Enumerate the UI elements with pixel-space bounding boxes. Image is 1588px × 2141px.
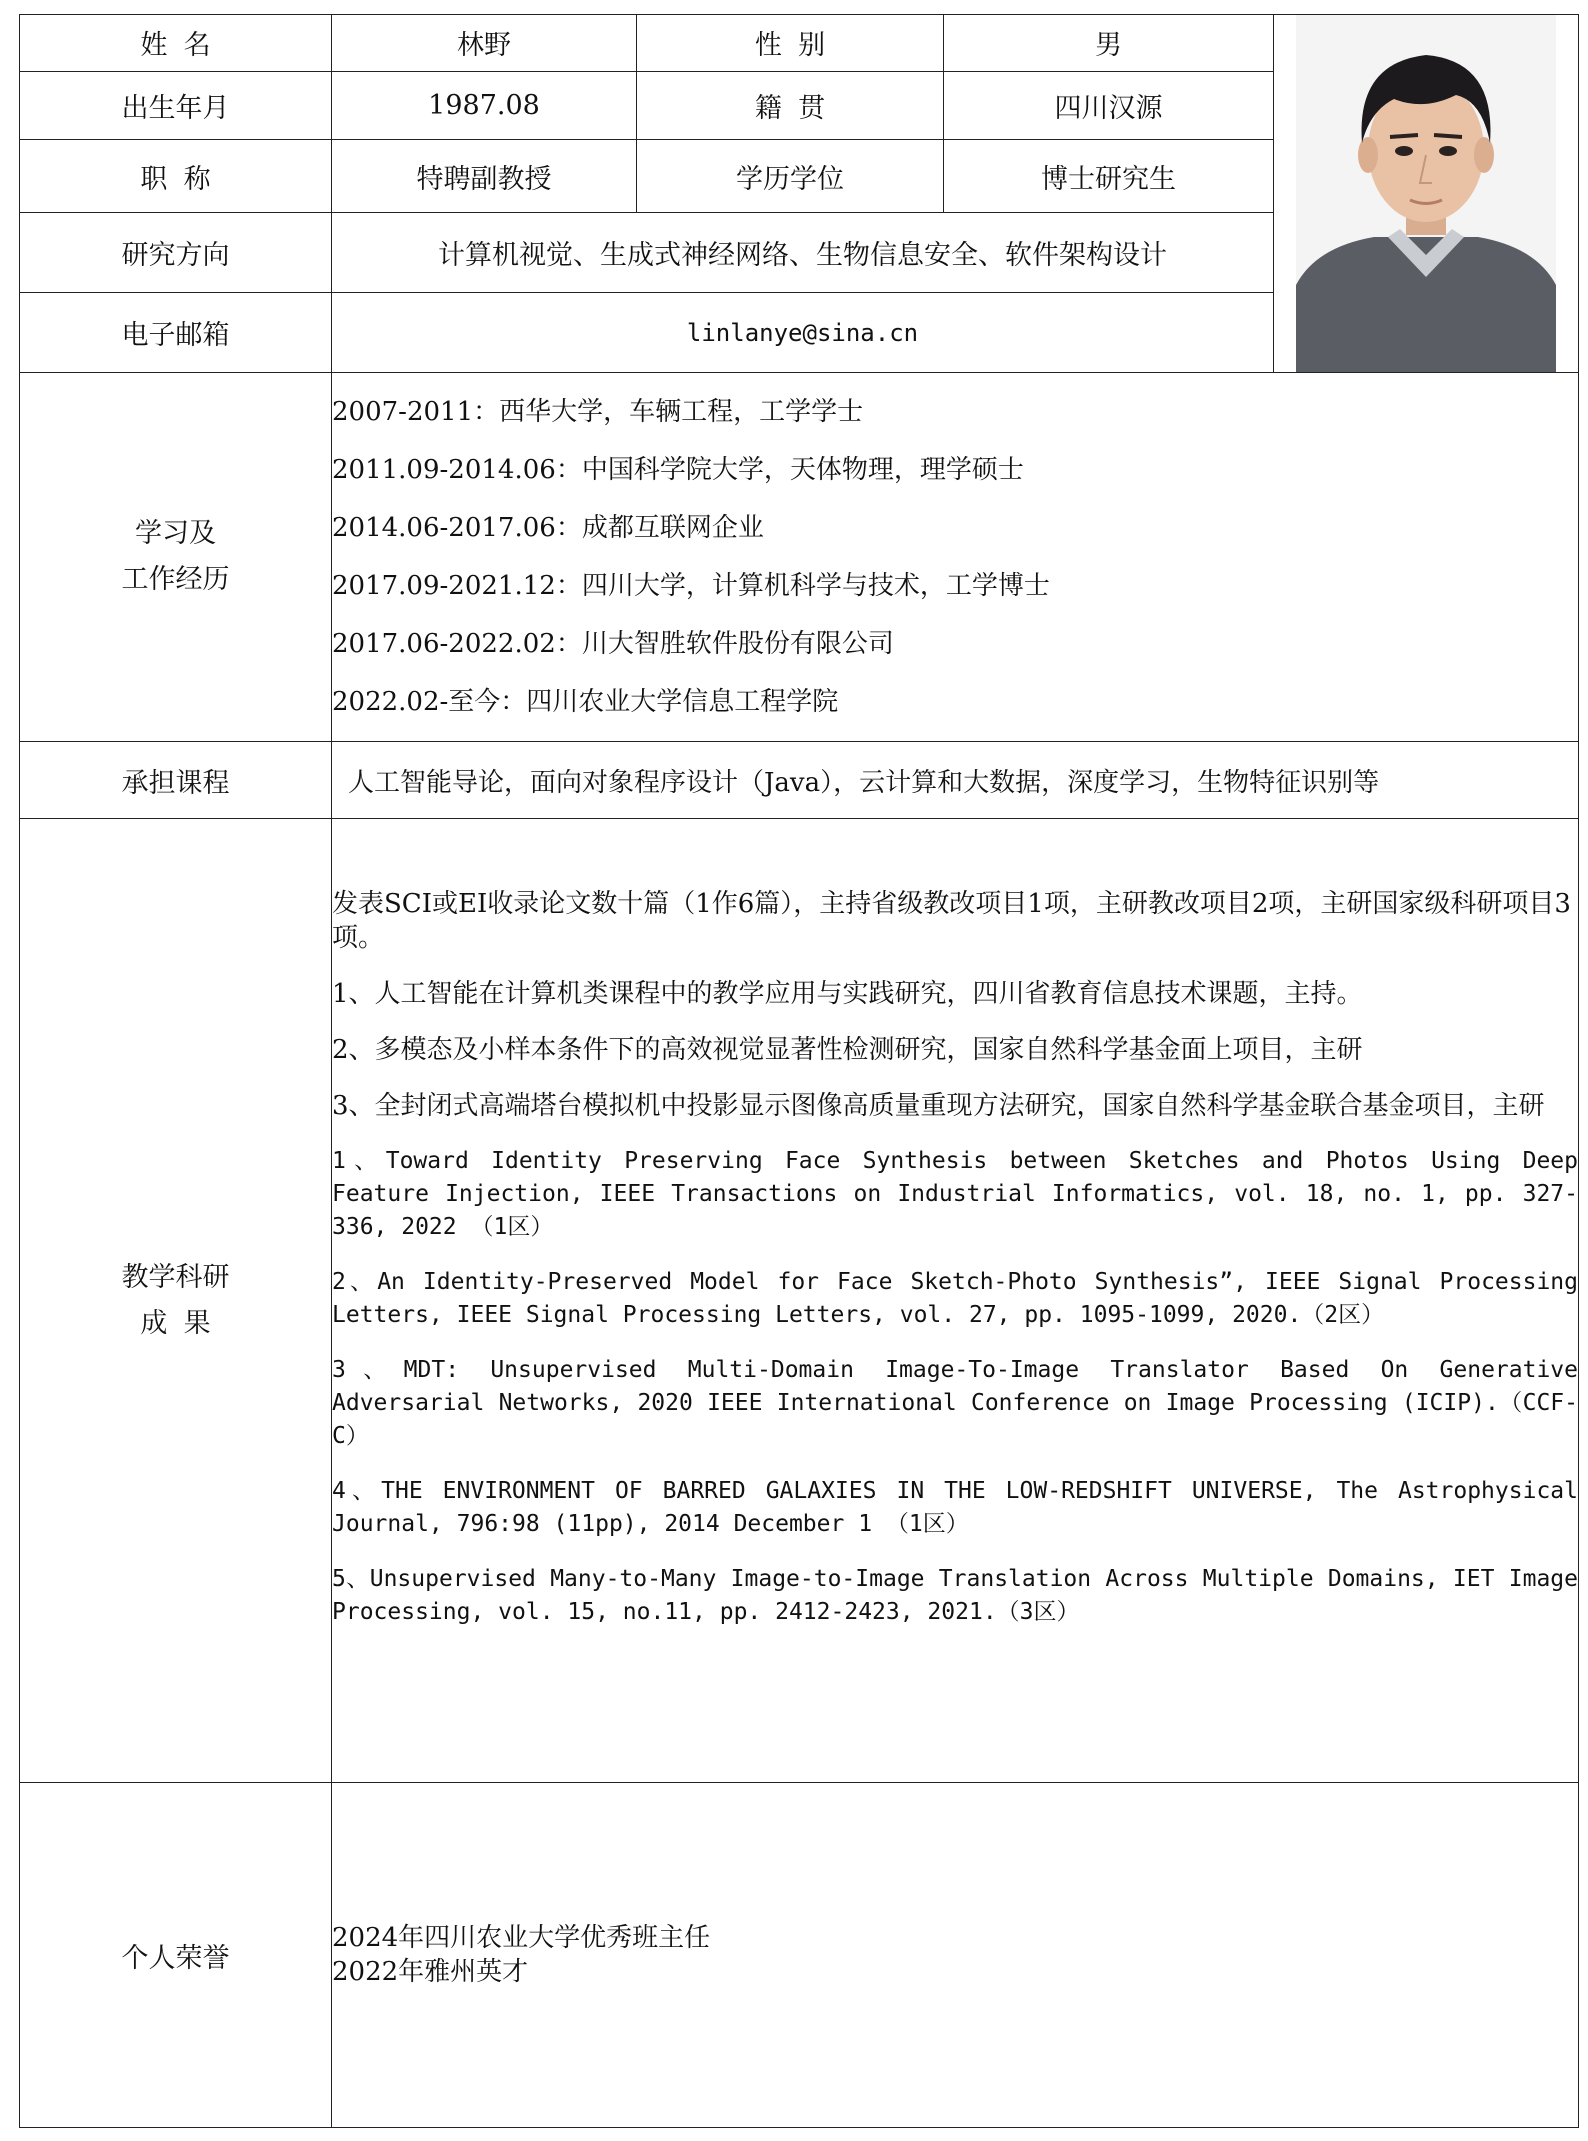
research-summary: 发表SCI或EI收录论文数十篇（1作6篇），主持省级教改项目1项，主研教改项目2项，主研国家级科研项目3项。 — [332, 889, 1571, 953]
experience-label — [122, 511, 230, 603]
row-honors — [20, 1783, 1579, 2128]
research-label — [122, 1255, 230, 1347]
email-label: 电子邮箱 — [20, 293, 332, 373]
paper-item: 3、MDT: Unsupervised Multi-Domain Image-To-Image Translator Based On Generative Adversarial Networks, 2020 IEEE International Conference on Image Processing (ICIP).（CCF-C） — [332, 1357, 1578, 1449]
paper-item: 2、An Identity-Preserved Model for Face Sketch-Photo Synthesis”, IEEE Signal Processing Letters, IEEE Signal Processing Letters, vol. 27, pp. 1095-1099, 2020.（2区） — [332, 1269, 1578, 1328]
title-label: 职称 — [140, 163, 227, 195]
gender-value: 男 — [944, 15, 1274, 72]
degree-label: 学历学位 — [637, 140, 944, 213]
research-label-line1: 教学科研 — [121, 1261, 230, 1293]
paper-item: 5、Unsupervised Many-to-Many Image-to-Image Translation Across Multiple Domains, IET Image Processing, vol. 15, no.11, pp. 2412-2423, 2021.（3区） — [332, 1566, 1578, 1625]
paper-item: 1、Toward Identity Preserving Face Synthesis between Sketches and Photos Using Deep Feature Injection, IEEE Transactions on Industrial Informatics, vol. 18, no. 1, pp. 327-336, 2022 （1区） — [332, 1148, 1578, 1240]
row-experience — [20, 373, 1579, 742]
birth-label: 出生年月 — [20, 71, 332, 140]
experience-label-line2: 工作经历 — [121, 564, 230, 595]
courses-label: 承担课程 — [20, 742, 332, 819]
research-label-line2: 成果 — [140, 1307, 227, 1339]
research-label-cell — [20, 819, 332, 1783]
photo-cell — [1274, 15, 1579, 373]
research-content — [332, 819, 1579, 1783]
birth-value: 1987.08 — [332, 71, 637, 140]
degree-value: 博士研究生 — [944, 140, 1274, 213]
courses-value: 人工智能导论，面向对象程序设计（Java），云计算和大数据，深度学习，生物特征识别等 — [332, 742, 1579, 819]
resume-table — [19, 14, 1579, 2128]
native-label: 籍贯 — [754, 93, 842, 124]
row-name — [20, 15, 1579, 72]
gender-label: 性别 — [754, 30, 842, 62]
research-direction-label: 研究方向 — [20, 213, 332, 293]
paper-item: 4、THE ENVIRONMENT OF BARRED GALAXIES IN THE LOW-REDSHIFT UNIVERSE, The Astrophysical Journal, 796:98 (11pp), 2014 December 1 （1区） — [332, 1478, 1578, 1537]
experience-item: 2022.02-至今：四川农业大学信息工程学院 — [332, 687, 839, 717]
name-label-cell — [20, 15, 332, 72]
experience-item: 2017.06-2022.02：川大智胜软件股份有限公司 — [332, 629, 894, 659]
name-label: 姓名 — [140, 30, 227, 62]
project-item: 2、多模态及小样本条件下的高效视觉显著性检测研究，国家自然科学基金面上项目，主研 — [332, 1035, 1363, 1065]
email-value: linlanye@sina.cn — [332, 293, 1274, 373]
experience-label-cell — [20, 373, 332, 742]
project-item: 3、全封闭式高端塔台模拟机中投影显示图像高质量重现方法研究，国家自然科学基金联合基金项目，主研 — [332, 1091, 1545, 1121]
experience-item: 2011.09-2014.06：中国科学院大学，天体物理，理学硕士 — [332, 455, 1024, 485]
portrait-photo — [1296, 15, 1556, 372]
row-courses — [20, 742, 1579, 819]
experience-item: 2007-2011：西华大学，车辆工程，工学学士 — [332, 397, 864, 427]
row-research — [20, 819, 1579, 1783]
honors-list — [332, 1783, 1579, 2128]
native-value: 四川汉源 — [944, 71, 1274, 140]
honor-item: 2024年四川农业大学优秀班主任 — [332, 1923, 711, 1953]
honors-label: 个人荣誉 — [20, 1783, 332, 2128]
name-value: 林野 — [332, 15, 637, 72]
gender-label-cell — [637, 15, 944, 72]
experience-item: 2014.06-2017.06：成都互联网企业 — [332, 513, 764, 543]
honor-item: 2022年雅州英才 — [332, 1957, 529, 1987]
project-item: 1、人工智能在计算机类课程中的教学应用与实践研究，四川省教育信息技术课题，主持。 — [332, 979, 1363, 1009]
experience-label-line1: 学习及 — [135, 518, 216, 549]
resume-sheet — [19, 14, 1578, 2134]
research-direction-value: 计算机视觉、生成式神经网络、生物信息安全、软件架构设计 — [332, 213, 1274, 293]
title-value: 特聘副教授 — [332, 140, 637, 213]
experience-item: 2017.09-2021.12：四川大学，计算机科学与技术，工学博士 — [332, 571, 1050, 601]
native-label-cell — [637, 71, 944, 140]
experience-list — [332, 373, 1579, 742]
title-label-cell — [20, 140, 332, 213]
